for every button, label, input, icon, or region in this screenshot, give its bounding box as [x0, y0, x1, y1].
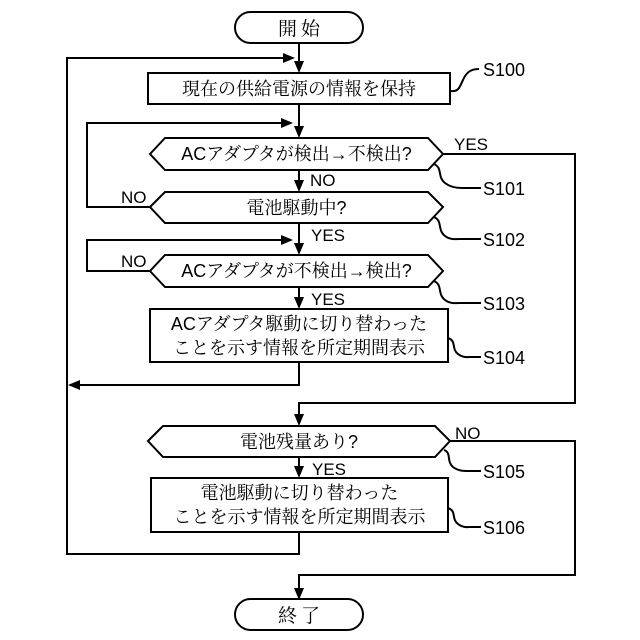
- arrowhead-icon: [294, 180, 304, 192]
- s105-yes-label: YES: [312, 460, 347, 479]
- s102-no-label: NO: [121, 188, 147, 207]
- s102-step-label: S102: [483, 230, 526, 250]
- end-terminal-label: 終了: [277, 606, 324, 627]
- arrowhead-icon: [294, 414, 304, 426]
- s103-step-label: S103: [483, 294, 526, 314]
- arrowhead-icon: [294, 61, 304, 73]
- s105-no-label: NO: [455, 424, 481, 443]
- arrowhead-icon: [294, 126, 304, 138]
- arrowhead-icon: [294, 297, 304, 309]
- s101-no-label: NO: [310, 171, 336, 190]
- edge-s104-to-left-loop: [70, 362, 299, 385]
- start-terminal-label: 開始: [277, 19, 324, 40]
- s104-step-label: S104: [483, 348, 526, 368]
- s102-decision-label: 電池駆動中?: [246, 197, 347, 218]
- s106-process-label-line2: ことを示す情報を所定期間表示: [173, 507, 426, 527]
- arrowhead-icon: [283, 53, 295, 63]
- s104-process-label-line2: ことを示す情報を所定期間表示: [173, 337, 425, 358]
- leader-s104: [448, 338, 481, 357]
- arrowhead-icon: [281, 235, 293, 245]
- s101-decision-label: ACアダプタが検出→不検出?: [181, 144, 412, 164]
- arrowhead-icon: [294, 243, 304, 255]
- s100-step-label: S100: [483, 60, 526, 80]
- s101-step-label: S101: [483, 179, 526, 199]
- s103-decision-label: ACアダプタが不検出→検出?: [181, 261, 412, 281]
- arrowhead-icon: [281, 118, 293, 128]
- s101-yes-label: YES: [454, 135, 489, 154]
- s104-process-label: [150, 309, 448, 362]
- s106-process-label-line1: 電池駆動に切り替わった: [200, 483, 399, 503]
- leader-s106: [448, 508, 481, 527]
- s100-process-label: 現在の供給電源の情報を保持: [182, 78, 416, 99]
- s103-no-label: NO: [121, 252, 147, 271]
- s104-process-label-line1: ACアダプタ駆動に切り替わった: [170, 313, 428, 334]
- arrowhead-icon: [68, 380, 80, 390]
- leader-s100: [451, 69, 479, 91]
- s106-step-label: S106: [483, 518, 526, 538]
- s105-step-label: S105: [483, 462, 526, 482]
- s103-yes-label: YES: [311, 290, 346, 309]
- s106-process-label: [151, 478, 448, 532]
- s105-decision-label: 電池残量あり?: [239, 431, 358, 452]
- arrowhead-icon: [294, 466, 304, 478]
- s102-yes-label: YES: [311, 226, 346, 245]
